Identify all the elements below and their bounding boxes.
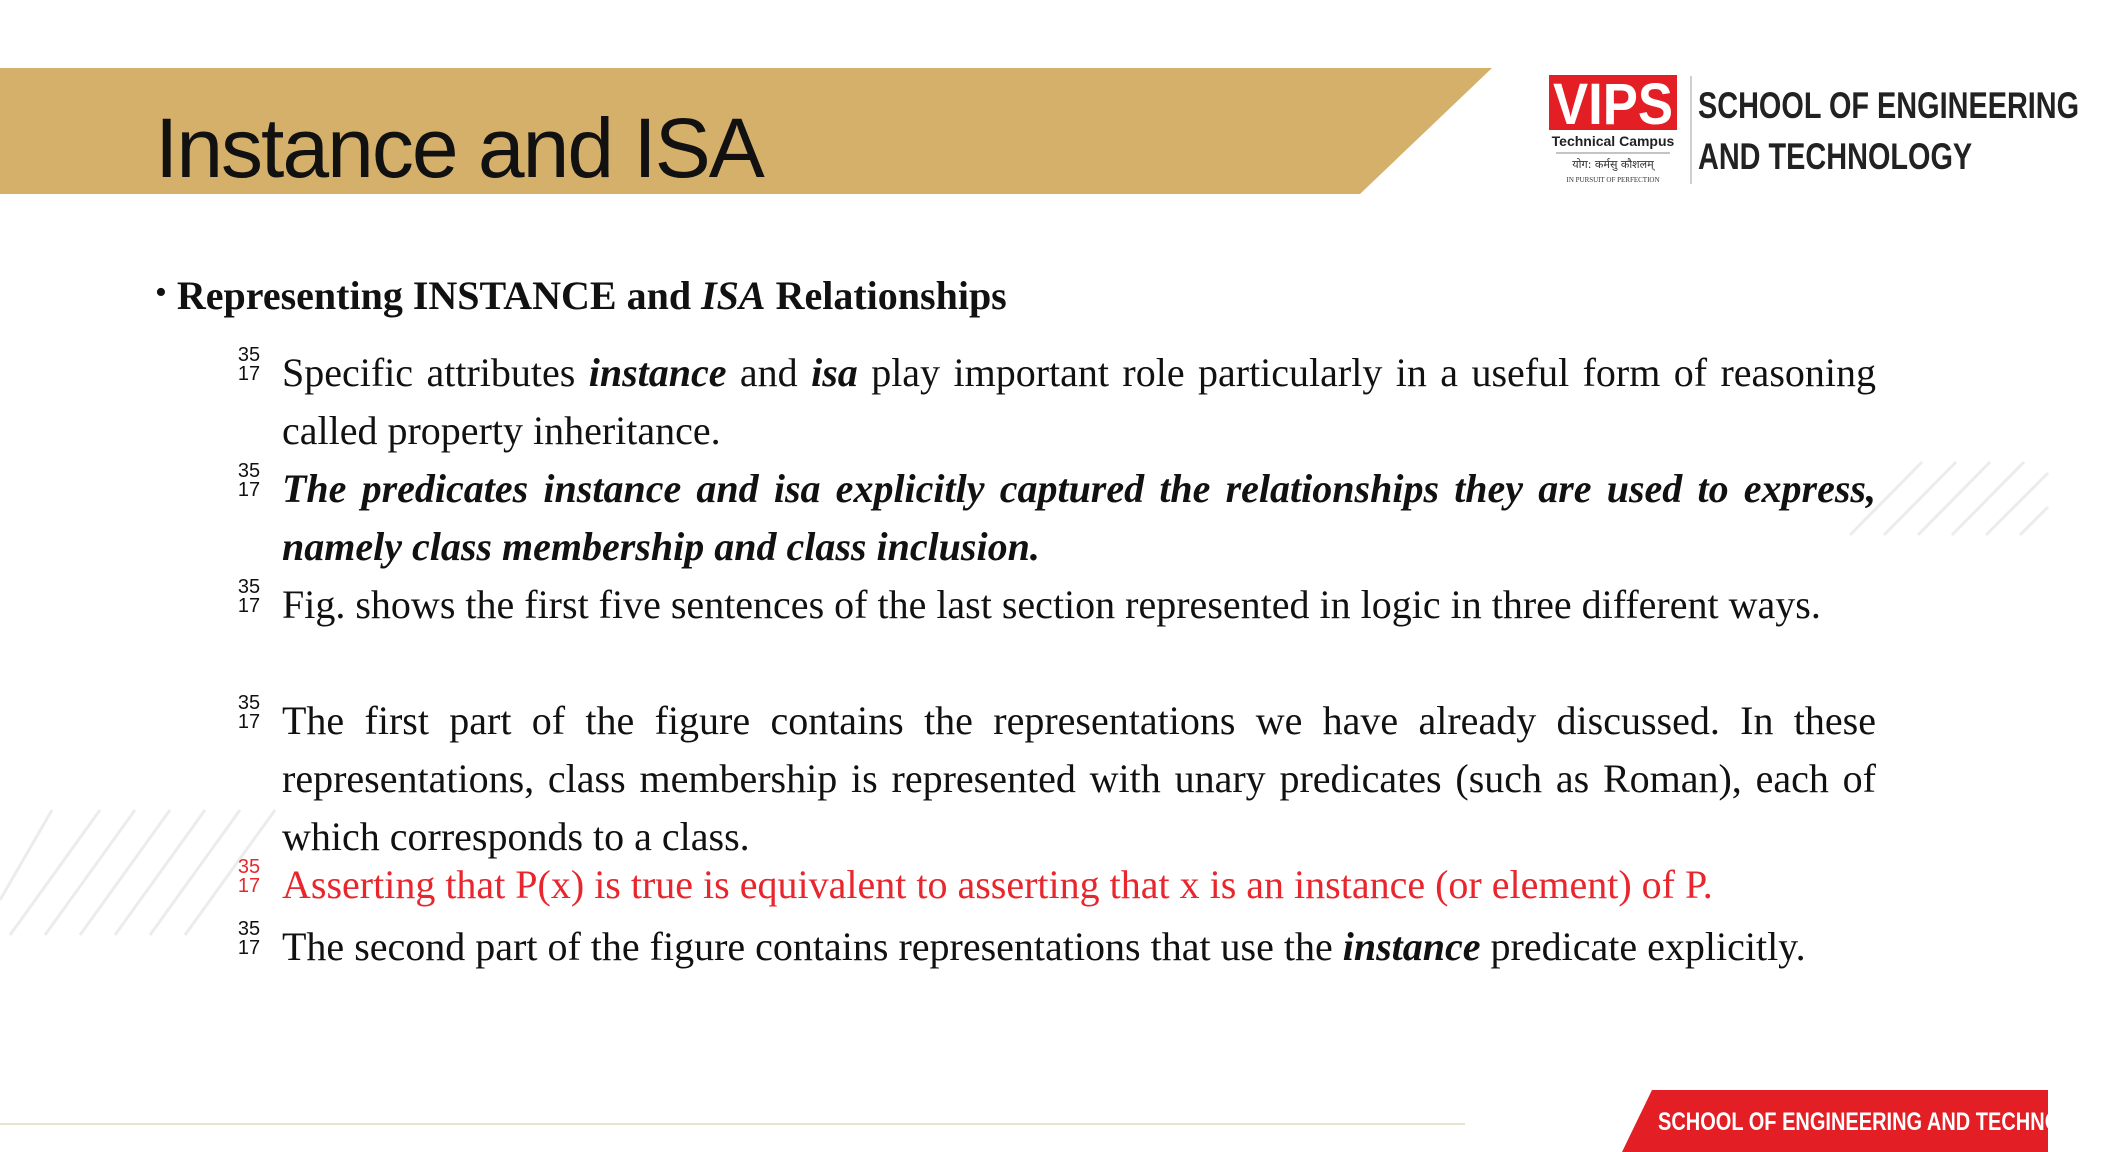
bullet-item: The predicates instance and isa explicitly captured the relationships they are used to express, namely class membership and class inclusion. (282, 466, 1876, 569)
logo-motto-english: IN PURSUIT OF PERFECTION (1566, 176, 1660, 184)
school-name-line2: AND TECHNOLOGY (1698, 136, 1973, 177)
hatch-decoration-left (0, 810, 275, 935)
section-heading: • Representing INSTANCE and ISA Relationships (155, 273, 1007, 318)
bullet-marker: 35 17 (237, 576, 261, 617)
bullet-item-highlight: Asserting that P(x) is true is equivalent to asserting that x is an instance (or element) of P. (282, 862, 1713, 907)
slide-title: Instance and ISA (155, 101, 763, 195)
bullet-marker: 35 17 (237, 856, 261, 897)
bullet-marker: 35 17 (237, 918, 261, 959)
bullet-item: Specific attributes instance and isa play important role particularly in a useful form of reasoning called property inheritance. (282, 350, 1876, 453)
logo-brand: VIPS (1553, 72, 1673, 137)
logo-motto-hindi: योग: कर्मसु कौशलम् (1572, 158, 1654, 171)
vips-logo (1548, 74, 1678, 186)
footer-text: SCHOOL OF ENGINEERING AND TECHNOLOGY (1658, 1108, 2117, 1136)
bullet-item: The second part of the figure contains representations that use the instance predicate explicitly. (282, 924, 1806, 969)
bullet-item: The first part of the figure contains the representations we have already discussed. In these representations, class membership is represented with unary predicates (such as Roman), each of which corresponds to a class. (282, 698, 1876, 859)
bullet-marker: 35 17 (237, 692, 261, 733)
bullet-marker: 35 17 (237, 460, 261, 501)
logo-divider (1690, 76, 1692, 184)
logo-subtitle: Technical Campus (1551, 133, 1675, 149)
school-name (1698, 80, 2079, 182)
bullet-item: Fig. shows the first five sentences of the last section represented in logic in three different ways. (282, 582, 1821, 627)
hatch-decoration-right (1850, 462, 2048, 535)
bullet-marker: 35 17 (237, 344, 261, 385)
school-name-line1: SCHOOL OF ENGINEERING (1698, 85, 2080, 126)
